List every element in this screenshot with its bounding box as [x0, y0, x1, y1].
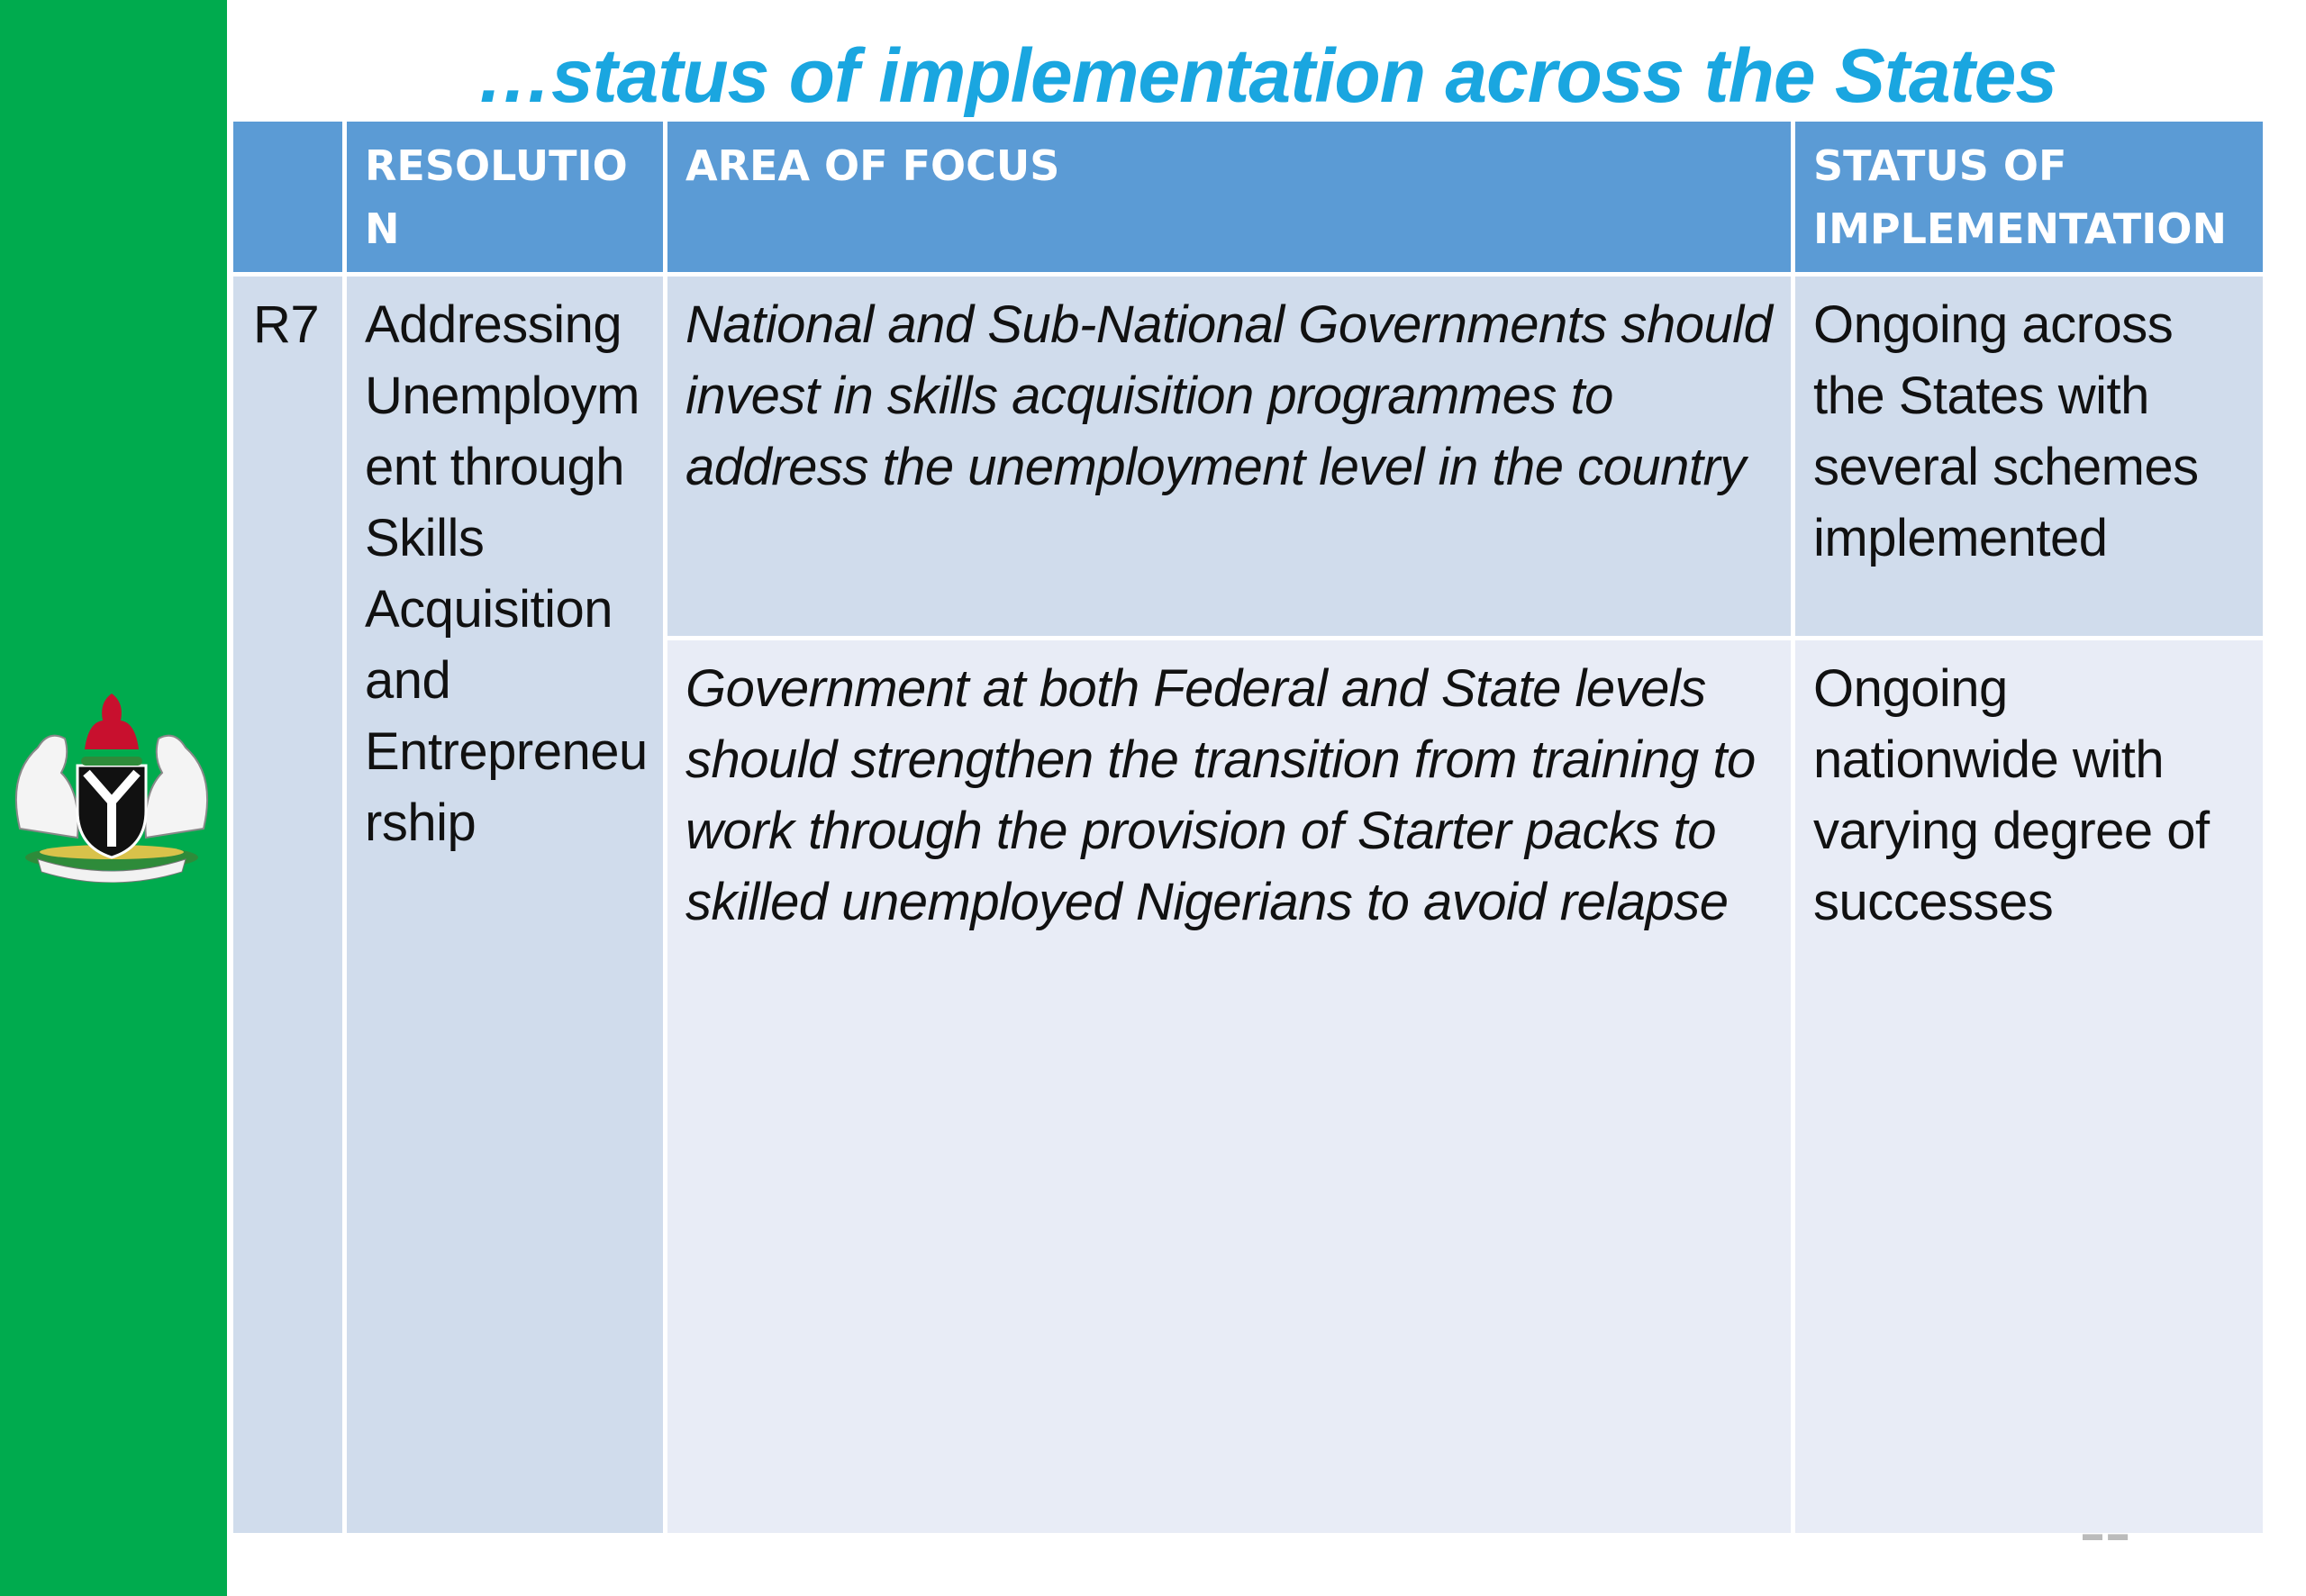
- green-sidebar: [0, 0, 227, 1596]
- area-of-focus-cell: Government at both Federal and State levels should strengthen the transition from training to work through the provision of Starter packs to skilled unemployed Nigerians to avoid relapse: [666, 639, 1793, 1536]
- status-cell: Ongoing across the States with several schemes implemented: [1793, 275, 2265, 639]
- coat-of-arms-icon: [2, 667, 222, 883]
- page-title: …status of implementation across the States: [476, 33, 2057, 118]
- header-area-of-focus: AREA OF FOCUS: [666, 120, 1793, 275]
- table-header-row: [232, 120, 2265, 275]
- resolution-title: Addressing Unemploym ent through Skills Acquisition and Entrepreneu rship: [345, 275, 666, 1536]
- header-id: [232, 120, 345, 275]
- area-of-focus-cell: National and Sub-National Governments should invest in skills acquisition programmes to address the unemployment level in the country: [666, 275, 1793, 639]
- header-status: STATUS OF IMPLEMENTATION: [1793, 120, 2265, 275]
- resolution-id: R7: [232, 275, 345, 1536]
- header-resolution: RESOLUTIO N: [345, 120, 666, 275]
- table-row: [232, 275, 2265, 639]
- page-number-mark: ▬ ▬: [2083, 1522, 2129, 1545]
- status-table: [229, 117, 2267, 1537]
- status-cell: Ongoing nationwide with varying degree of successes: [1793, 639, 2265, 1536]
